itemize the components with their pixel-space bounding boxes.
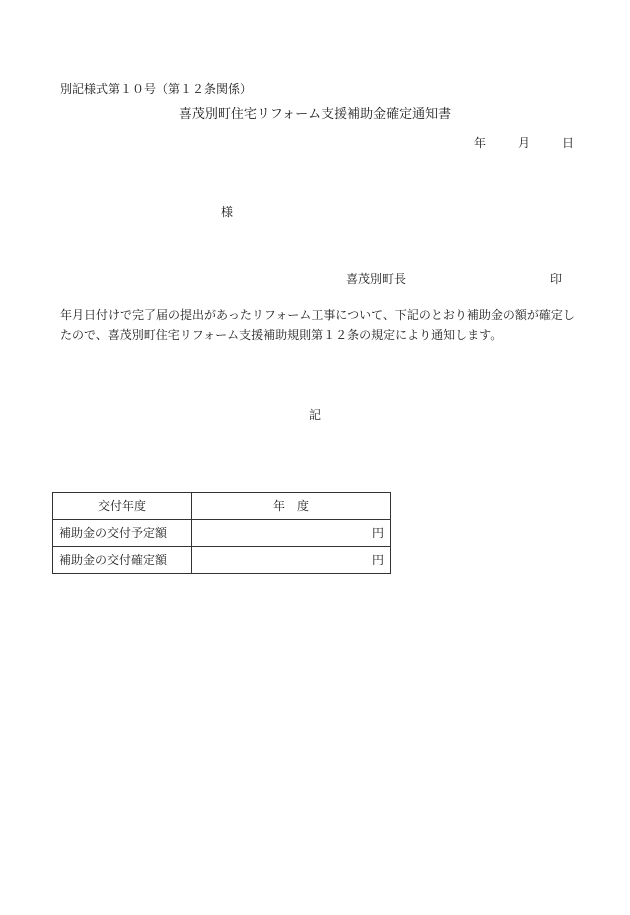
- ki-label: 記: [308, 408, 321, 422]
- row-value: 円: [192, 547, 391, 574]
- info-table: [52, 492, 391, 574]
- date-line: [474, 136, 574, 150]
- sender-seal: 印: [550, 272, 563, 286]
- row-value: 円: [192, 520, 391, 547]
- body-year: 年: [60, 308, 73, 322]
- date-year: 年: [474, 136, 487, 150]
- body-text: 日付けで完了届の提出があったリフォーム工事について、下記のとおり補助金の額が確定したので、喜茂別町住宅リフォーム支援補助規則第１２条の規定により通知します。: [60, 308, 575, 342]
- date-month: 月: [518, 136, 531, 150]
- row-label: 補助金の交付確定額: [53, 547, 192, 574]
- form-number: 別記様式第１０号（第１２条関係）: [60, 82, 253, 96]
- row-label: 交付年度: [53, 493, 192, 520]
- row-value: 年 度: [192, 493, 391, 520]
- document-title: 喜茂別町住宅リフォーム支援補助金確定通知書: [178, 107, 452, 122]
- row-label: 補助金の交付予定額: [53, 520, 192, 547]
- table-row: [53, 520, 391, 547]
- body-paragraph: [60, 305, 580, 345]
- sender-name: 喜茂別町長: [346, 272, 407, 286]
- table-row: [53, 493, 391, 520]
- date-day: 日: [562, 136, 575, 150]
- table-row: [53, 547, 391, 574]
- body-month: 月: [72, 308, 85, 322]
- recipient-suffix: 様: [221, 205, 234, 219]
